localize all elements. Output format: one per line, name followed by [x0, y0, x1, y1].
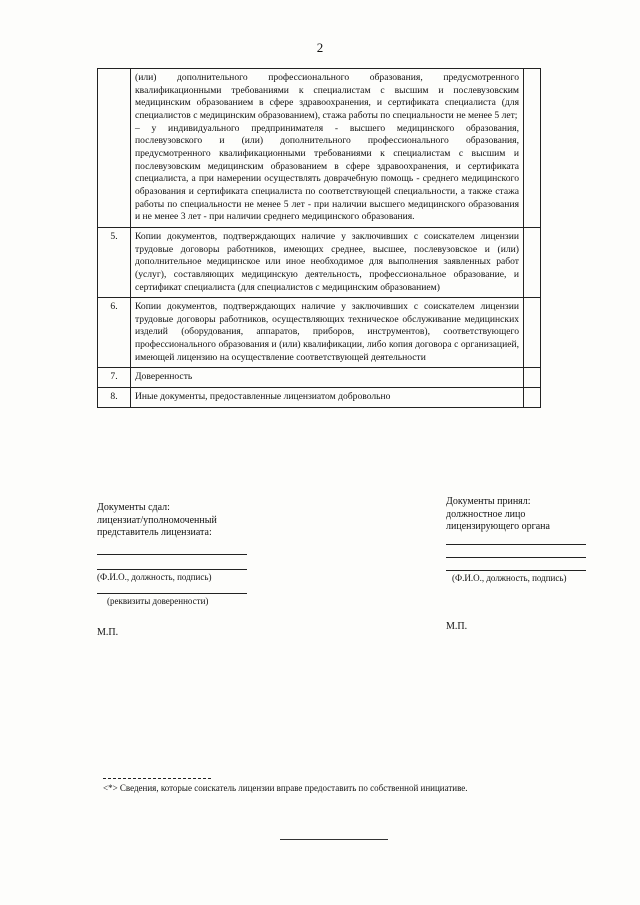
row-text: Копии документов, подтверждающих наличие у заключивших с соискателем лицензии трудовые договоры работников, осуществляющих техническое обслуживание медицинских изделий (оборудования, аппаратов, приборов, инструментов), соответствующего профессионального образования и (или) квалификации, либо копия договора с организацией, имеющей лицензию на осуществление соответствующей деятельности	[131, 298, 524, 368]
footnote-text: <*> Сведения, которые соискатель лицензии вправе предоставить по собственной инициативе.	[103, 783, 468, 793]
table-row-continuation	[98, 69, 541, 228]
receiver-role-line2: лицензирующего органа	[446, 521, 550, 532]
row-number: 7.	[98, 368, 131, 388]
signature-line	[97, 569, 247, 570]
requisites-line	[97, 593, 247, 594]
bottom-divider	[280, 839, 388, 840]
row-extra-cell	[524, 227, 541, 297]
table-row	[98, 227, 541, 297]
row-extra-cell	[524, 388, 541, 408]
signature-line	[446, 570, 586, 571]
submitter-role-line2: представитель лицензиата:	[97, 527, 212, 538]
submitter-fio-caption: (Ф.И.О., должность, подпись)	[97, 571, 212, 582]
documents-table	[97, 68, 541, 408]
table-row	[98, 298, 541, 368]
receiver-role-line1: должностное лицо	[446, 508, 526, 520]
table-row	[98, 388, 541, 408]
submitter-requisites-caption: (реквизиты доверенности)	[107, 595, 209, 606]
row-extra-cell	[524, 368, 541, 388]
row-number: 8.	[98, 388, 131, 408]
continuation-paragraph-2: – у индивидуального предпринимателя - высшего медицинского образования, послевузовского и (или) дополнительного профессионального образования, предусмотренного квалификационными требованиями к специалистам с высшим и послевузовским медицинским образованием в сфере здравоохранения, и сертификата специалиста, а при намерении осуществлять доврачебную помощь - среднего медицинского образования и сертификата специалиста по соответствующей специальности, а также стажа работы по специальности не менее 5 лет - при наличии высшего медицинского образования и не менее 3 лет - при наличии среднего медицинского образования.	[135, 122, 519, 223]
table-row	[98, 368, 541, 388]
receiver-heading: Документы принял:	[446, 496, 531, 507]
submitter-heading: Документы сдал:	[97, 502, 170, 513]
row-text: Иные документы, предоставленные лицензиатом добровольно	[131, 388, 524, 408]
continuation-paragraph-1: (или) дополнительного профессионального образования, предусмотренного квалификационными требованиями к специалистам с высшим и послевузовским медицинским образованием в сфере здравоохранения, и сертификата специалиста (для специалистов с медицинским образованием), стажа работы по специальности не менее 5 лет;	[135, 72, 519, 121]
page-number: 2	[316, 40, 324, 55]
signature-line	[446, 557, 586, 558]
receiver-signature-block	[446, 496, 586, 584]
row-number-cell	[98, 69, 131, 228]
receiver-fio-caption: (Ф.И.О., должность, подпись)	[452, 572, 567, 583]
submitter-signature-block	[97, 502, 247, 607]
stamp-place-right: М.П.	[446, 621, 468, 632]
row-extra-cell	[524, 69, 541, 228]
row-text: Копии документов, подтверждающих наличие у заключивших с соискателем лицензии трудовые договоры работников, имеющих среднее, высшее, послевузовское и (или) дополнительное медицинское или иное необходимое для выполнения заявленных работ (услуг), составляющих медицинскую деятельность, профессиональное образование, и сертификат специалиста (для специалистов с медицинским образованием)	[131, 227, 524, 297]
row-number: 5.	[98, 227, 131, 297]
stamp-place-left: М.П.	[97, 627, 119, 638]
row-text: Доверенность	[131, 368, 524, 388]
signature-line	[97, 554, 247, 555]
footnote-separator	[103, 778, 211, 779]
row-text-cell	[131, 69, 524, 228]
submitter-role-line1: лицензиат/уполномоченный	[97, 514, 217, 526]
row-extra-cell	[524, 298, 541, 368]
row-number: 6.	[98, 298, 131, 368]
signature-line	[446, 544, 586, 545]
